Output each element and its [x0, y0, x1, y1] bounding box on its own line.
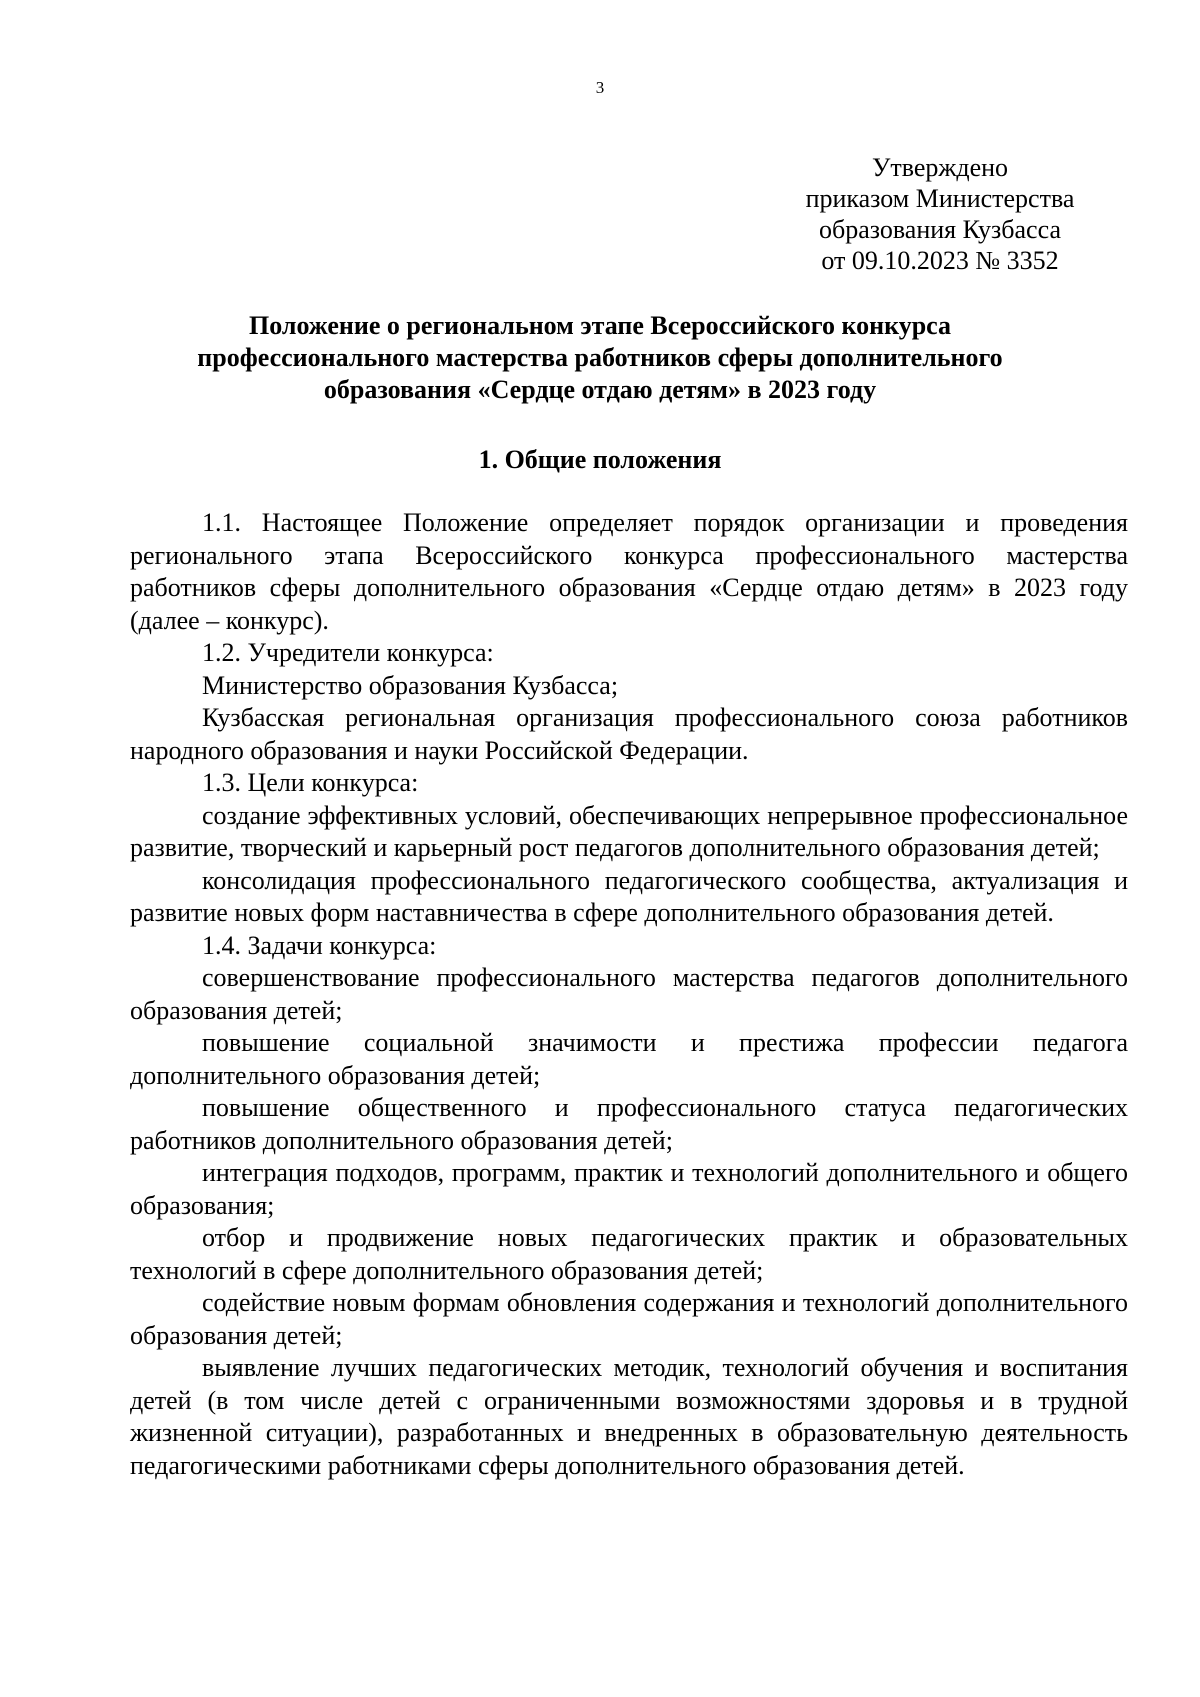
approval-block: [740, 152, 1140, 276]
paragraph: совершенствование профессионального мастерства педагогов дополнительного образования детей;: [130, 963, 1128, 1025]
paragraph: 1.4. Задачи конкурса:: [202, 930, 437, 960]
approval-line: Утверждено: [871, 153, 1009, 182]
paragraph: 1.2. Учредители конкурса:: [202, 638, 494, 667]
paragraph: 1.3. Цели конкурса:: [202, 768, 419, 797]
paragraph: 1.1. Настоящее Положение определяет порядок организации и проведения регионального этапа Всероссийского конкурса профессионального мастерства работников сферы дополнительного образования «Сердце отдаю детям» в 2023 году (далее – конкурс).: [130, 508, 1128, 635]
paragraph: повышение социальной значимости и престижа профессии педагога дополнительного образования детей;: [130, 1028, 1128, 1090]
paragraph: консолидация профессионального педагогического сообщества, актуализация и развитие новых форм наставничества в сфере дополнительного образования детей.: [130, 865, 1128, 927]
approval-line: приказом Министерства: [805, 184, 1075, 213]
paragraph: интеграция подходов, программ, практик и технологий дополнительного и общего образования;: [130, 1158, 1128, 1220]
title-line: образования «Сердце отдаю детям» в 2023 году: [323, 375, 877, 404]
document-title: [130, 310, 1070, 406]
paragraph: выявление лучших педагогических методик, технологий обучения и воспитания детей (в том числе детей с ограниченными возможностями здоровья и в трудной жизненной ситуации), разработанных и внедренных в образовательную деятельность педагогическими работниками сферы дополнительного образования детей.: [130, 1353, 1128, 1480]
page-number: 3: [595, 78, 605, 97]
paragraph: содействие новым формам обновления содержания и технологий дополнительного образования детей;: [130, 1288, 1128, 1350]
paragraph: Кузбасская региональная организация профессионального союза работников народного образования и науки Российской Федерации.: [130, 703, 1128, 765]
paragraph: отбор и продвижение новых педагогических практик и образовательных технологий в сфере дополнительного образования детей;: [130, 1223, 1128, 1285]
approval-line: образования Кузбасса: [818, 215, 1061, 244]
section-heading: 1. Общие положения: [478, 445, 722, 474]
paragraph: Министерство образования Кузбасса;: [202, 670, 619, 700]
paragraph: повышение общественного и профессионального статуса педагогических работников дополнительного образования детей;: [130, 1093, 1128, 1155]
title-line: Положение о региональном этапе Всероссийского конкурса: [248, 311, 952, 340]
approval-line: от 09.10.2023 № 3352: [821, 246, 1059, 275]
title-line: профессионального мастерства работников сферы дополнительного: [197, 343, 1003, 372]
body-text: [130, 507, 1128, 1482]
paragraph: создание эффективных условий, обеспечивающих непрерывное профессиональное развитие, творческий и карьерный рост педагогов дополнительного образования детей;: [130, 800, 1128, 862]
